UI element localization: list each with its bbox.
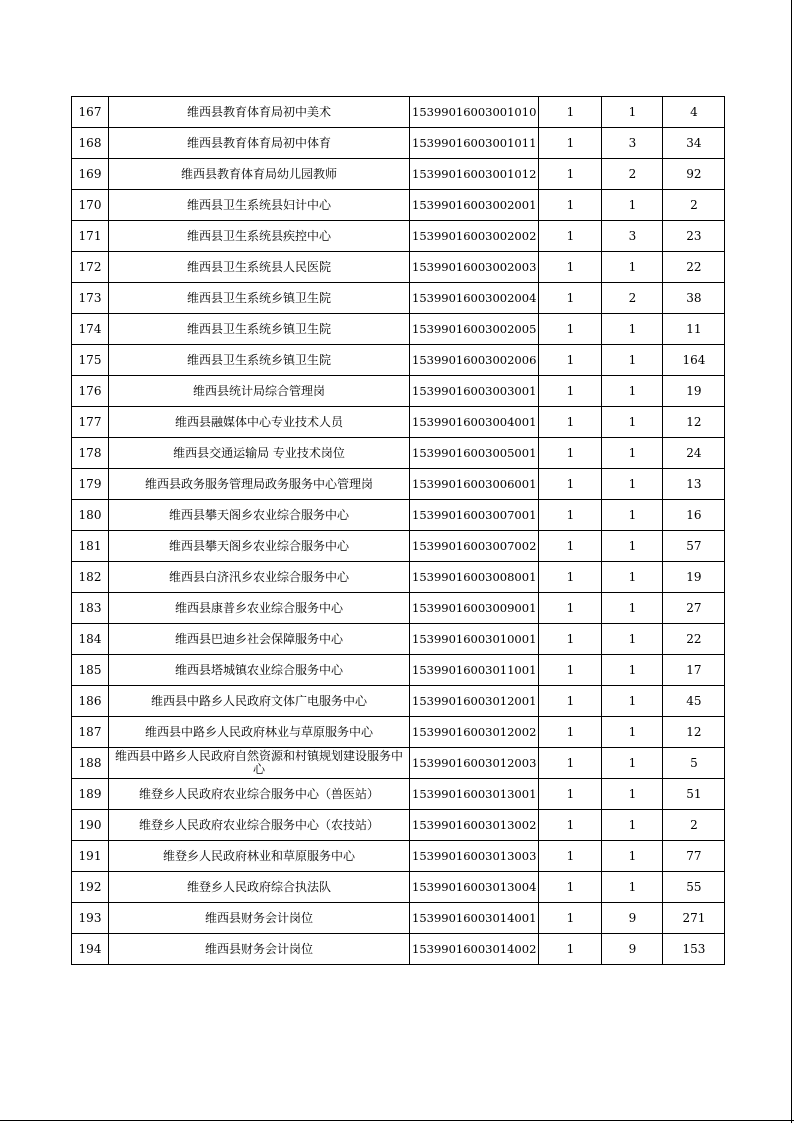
row-number-cell: 179 xyxy=(72,469,109,500)
row-number-cell: 188 xyxy=(72,748,109,779)
count-col-3-cell: 34 xyxy=(663,128,725,159)
position-name-cell: 维西县融媒体中心专业技术人员 xyxy=(109,407,410,438)
position-name-cell: 维西县塔城镇农业综合服务中心 xyxy=(109,655,410,686)
position-code-cell: 15399016003008001 xyxy=(410,562,539,593)
count-col-2-cell: 1 xyxy=(602,810,663,841)
count-col-3-cell: 12 xyxy=(663,407,725,438)
position-code-cell: 15399016003013002 xyxy=(410,810,539,841)
table-row xyxy=(72,128,725,159)
count-col-2-cell: 1 xyxy=(602,841,663,872)
position-name-cell: 维西县卫生系统县人民医院 xyxy=(109,252,410,283)
count-col-3-cell: 19 xyxy=(663,562,725,593)
position-code-cell: 15399016003013003 xyxy=(410,841,539,872)
count-col-2-cell: 1 xyxy=(602,624,663,655)
position-code-cell: 15399016003012001 xyxy=(410,686,539,717)
position-code-cell: 15399016003013001 xyxy=(410,779,539,810)
count-col-3-cell: 5 xyxy=(663,748,725,779)
table-row xyxy=(72,97,725,128)
count-col-3-cell: 22 xyxy=(663,252,725,283)
row-number-cell: 185 xyxy=(72,655,109,686)
count-col-1-cell: 1 xyxy=(539,97,602,128)
position-code-cell: 15399016003012002 xyxy=(410,717,539,748)
position-code-cell: 15399016003011001 xyxy=(410,655,539,686)
count-col-3-cell: 11 xyxy=(663,314,725,345)
position-code-cell: 15399016003004001 xyxy=(410,407,539,438)
count-col-1-cell: 1 xyxy=(539,469,602,500)
count-col-1-cell: 1 xyxy=(539,872,602,903)
count-col-3-cell: 22 xyxy=(663,624,725,655)
position-name-cell: 维西县白济汛乡农业综合服务中心 xyxy=(109,562,410,593)
count-col-3-cell: 77 xyxy=(663,841,725,872)
position-name-cell: 维西县财务会计岗位 xyxy=(109,903,410,934)
count-col-2-cell: 1 xyxy=(602,531,663,562)
table-row xyxy=(72,686,725,717)
count-col-2-cell: 1 xyxy=(602,593,663,624)
table-row xyxy=(72,593,725,624)
count-col-1-cell: 1 xyxy=(539,779,602,810)
position-code-cell: 15399016003012003 xyxy=(410,748,539,779)
position-name-cell: 维登乡人民政府林业和草原服务中心 xyxy=(109,841,410,872)
position-name-cell: 维西县卫生系统县疾控中心 xyxy=(109,221,410,252)
count-col-3-cell: 4 xyxy=(663,97,725,128)
position-name-cell: 维西县教育体育局初中美术 xyxy=(109,97,410,128)
count-col-3-cell: 57 xyxy=(663,531,725,562)
position-name-cell: 维西县巴迪乡社会保障服务中心 xyxy=(109,624,410,655)
table-row xyxy=(72,159,725,190)
position-name-cell: 维西县卫生系统县妇计中心 xyxy=(109,190,410,221)
count-col-2-cell: 1 xyxy=(602,469,663,500)
row-number-cell: 178 xyxy=(72,438,109,469)
row-number-cell: 187 xyxy=(72,717,109,748)
position-code-cell: 15399016003002004 xyxy=(410,283,539,314)
table-row xyxy=(72,934,725,965)
count-col-1-cell: 1 xyxy=(539,593,602,624)
position-code-cell: 15399016003009001 xyxy=(410,593,539,624)
count-col-3-cell: 38 xyxy=(663,283,725,314)
position-code-cell: 15399016003007001 xyxy=(410,500,539,531)
table-row xyxy=(72,221,725,252)
count-col-2-cell: 3 xyxy=(602,128,663,159)
count-col-2-cell: 1 xyxy=(602,562,663,593)
count-col-3-cell: 55 xyxy=(663,872,725,903)
row-number-cell: 172 xyxy=(72,252,109,283)
table-row xyxy=(72,717,725,748)
row-number-cell: 170 xyxy=(72,190,109,221)
count-col-3-cell: 13 xyxy=(663,469,725,500)
count-col-3-cell: 23 xyxy=(663,221,725,252)
count-col-1-cell: 1 xyxy=(539,810,602,841)
count-col-1-cell: 1 xyxy=(539,345,602,376)
row-number-cell: 181 xyxy=(72,531,109,562)
table-row xyxy=(72,779,725,810)
count-col-2-cell: 1 xyxy=(602,500,663,531)
table-row xyxy=(72,438,725,469)
table-row xyxy=(72,345,725,376)
page-border-right xyxy=(791,0,792,1123)
count-col-1-cell: 1 xyxy=(539,283,602,314)
position-code-cell: 15399016003002003 xyxy=(410,252,539,283)
count-col-3-cell: 2 xyxy=(663,810,725,841)
count-col-1-cell: 1 xyxy=(539,500,602,531)
count-col-1-cell: 1 xyxy=(539,407,602,438)
count-col-3-cell: 164 xyxy=(663,345,725,376)
count-col-1-cell: 1 xyxy=(539,438,602,469)
count-col-2-cell: 9 xyxy=(602,934,663,965)
position-code-cell: 15399016003001011 xyxy=(410,128,539,159)
position-name-cell: 维西县卫生系统乡镇卫生院 xyxy=(109,345,410,376)
count-col-1-cell: 1 xyxy=(539,159,602,190)
count-col-1-cell: 1 xyxy=(539,314,602,345)
count-col-2-cell: 3 xyxy=(602,221,663,252)
row-number-cell: 173 xyxy=(72,283,109,314)
position-code-cell: 15399016003007002 xyxy=(410,531,539,562)
row-number-cell: 182 xyxy=(72,562,109,593)
count-col-3-cell: 17 xyxy=(663,655,725,686)
count-col-1-cell: 1 xyxy=(539,624,602,655)
count-col-2-cell: 1 xyxy=(602,190,663,221)
position-name-cell: 维西县政务服务管理局政务服务中心管理岗 xyxy=(109,469,410,500)
row-number-cell: 167 xyxy=(72,97,109,128)
count-col-2-cell: 1 xyxy=(602,407,663,438)
count-col-2-cell: 2 xyxy=(602,159,663,190)
count-col-3-cell: 27 xyxy=(663,593,725,624)
position-name-cell: 维西县康普乡农业综合服务中心 xyxy=(109,593,410,624)
table-row xyxy=(72,376,725,407)
position-code-cell: 15399016003014002 xyxy=(410,934,539,965)
table-row xyxy=(72,500,725,531)
count-col-1-cell: 1 xyxy=(539,190,602,221)
count-col-2-cell: 1 xyxy=(602,872,663,903)
position-code-cell: 15399016003010001 xyxy=(410,624,539,655)
page-border-bottom xyxy=(0,1120,794,1121)
count-col-1-cell: 1 xyxy=(539,903,602,934)
count-col-1-cell: 1 xyxy=(539,655,602,686)
count-col-2-cell: 1 xyxy=(602,438,663,469)
position-code-cell: 15399016003001012 xyxy=(410,159,539,190)
count-col-3-cell: 51 xyxy=(663,779,725,810)
position-name-cell: 维登乡人民政府农业综合服务中心（农技站） xyxy=(109,810,410,841)
table-row xyxy=(72,655,725,686)
row-number-cell: 176 xyxy=(72,376,109,407)
row-number-cell: 192 xyxy=(72,872,109,903)
table-row xyxy=(72,314,725,345)
count-col-1-cell: 1 xyxy=(539,562,602,593)
table-row xyxy=(72,748,725,779)
row-number-cell: 194 xyxy=(72,934,109,965)
position-name-cell: 维西县交通运输局 专业技术岗位 xyxy=(109,438,410,469)
count-col-3-cell: 271 xyxy=(663,903,725,934)
position-name-cell: 维登乡人民政府综合执法队 xyxy=(109,872,410,903)
count-col-2-cell: 1 xyxy=(602,779,663,810)
row-number-cell: 171 xyxy=(72,221,109,252)
count-col-1-cell: 1 xyxy=(539,748,602,779)
position-code-cell: 15399016003001010 xyxy=(410,97,539,128)
row-number-cell: 168 xyxy=(72,128,109,159)
count-col-1-cell: 1 xyxy=(539,376,602,407)
table-row xyxy=(72,283,725,314)
position-code-cell: 15399016003014001 xyxy=(410,903,539,934)
position-name-cell: 维西县中路乡人民政府自然资源和村镇规划建设服务中心 xyxy=(109,748,410,779)
count-col-2-cell: 1 xyxy=(602,686,663,717)
table-row xyxy=(72,903,725,934)
table-row xyxy=(72,562,725,593)
row-number-cell: 174 xyxy=(72,314,109,345)
count-col-2-cell: 1 xyxy=(602,748,663,779)
position-code-cell: 15399016003006001 xyxy=(410,469,539,500)
table-row xyxy=(72,407,725,438)
count-col-3-cell: 45 xyxy=(663,686,725,717)
count-col-2-cell: 2 xyxy=(602,283,663,314)
row-number-cell: 186 xyxy=(72,686,109,717)
count-col-3-cell: 12 xyxy=(663,717,725,748)
row-number-cell: 190 xyxy=(72,810,109,841)
row-number-cell: 184 xyxy=(72,624,109,655)
position-name-cell: 维西县财务会计岗位 xyxy=(109,934,410,965)
row-number-cell: 177 xyxy=(72,407,109,438)
table-row xyxy=(72,624,725,655)
position-name-cell: 维西县攀天阁乡农业综合服务中心 xyxy=(109,531,410,562)
position-name-cell: 维登乡人民政府农业综合服务中心（兽医站） xyxy=(109,779,410,810)
position-name-cell: 维西县攀天阁乡农业综合服务中心 xyxy=(109,500,410,531)
count-col-2-cell: 1 xyxy=(602,717,663,748)
table-row xyxy=(72,872,725,903)
table-row xyxy=(72,252,725,283)
position-code-cell: 15399016003002005 xyxy=(410,314,539,345)
row-number-cell: 175 xyxy=(72,345,109,376)
count-col-1-cell: 1 xyxy=(539,686,602,717)
row-number-cell: 183 xyxy=(72,593,109,624)
position-code-cell: 15399016003002002 xyxy=(410,221,539,252)
count-col-1-cell: 1 xyxy=(539,531,602,562)
table-row xyxy=(72,469,725,500)
position-code-cell: 15399016003005001 xyxy=(410,438,539,469)
count-col-3-cell: 19 xyxy=(663,376,725,407)
position-name-cell: 维西县统计局综合管理岗 xyxy=(109,376,410,407)
count-col-3-cell: 2 xyxy=(663,190,725,221)
count-col-2-cell: 1 xyxy=(602,376,663,407)
position-code-cell: 15399016003003001 xyxy=(410,376,539,407)
row-number-cell: 169 xyxy=(72,159,109,190)
position-code-cell: 15399016003013004 xyxy=(410,872,539,903)
position-name-cell: 维西县中路乡人民政府林业与草原服务中心 xyxy=(109,717,410,748)
count-col-2-cell: 9 xyxy=(602,903,663,934)
count-col-1-cell: 1 xyxy=(539,252,602,283)
row-number-cell: 189 xyxy=(72,779,109,810)
count-col-1-cell: 1 xyxy=(539,717,602,748)
position-name-cell: 维西县卫生系统乡镇卫生院 xyxy=(109,314,410,345)
count-col-2-cell: 1 xyxy=(602,345,663,376)
table-row xyxy=(72,810,725,841)
count-col-3-cell: 24 xyxy=(663,438,725,469)
position-code-cell: 15399016003002006 xyxy=(410,345,539,376)
count-col-3-cell: 16 xyxy=(663,500,725,531)
position-name-cell: 维西县教育体育局幼儿园教师 xyxy=(109,159,410,190)
table-body xyxy=(72,97,725,965)
count-col-3-cell: 153 xyxy=(663,934,725,965)
count-col-1-cell: 1 xyxy=(539,841,602,872)
row-number-cell: 191 xyxy=(72,841,109,872)
count-col-2-cell: 1 xyxy=(602,655,663,686)
row-number-cell: 193 xyxy=(72,903,109,934)
position-name-cell: 维西县教育体育局初中体育 xyxy=(109,128,410,159)
count-col-2-cell: 1 xyxy=(602,97,663,128)
count-col-1-cell: 1 xyxy=(539,128,602,159)
position-name-cell: 维西县卫生系统乡镇卫生院 xyxy=(109,283,410,314)
table-row xyxy=(72,190,725,221)
recruitment-table xyxy=(71,96,725,965)
count-col-1-cell: 1 xyxy=(539,934,602,965)
count-col-2-cell: 1 xyxy=(602,252,663,283)
position-name-cell: 维西县中路乡人民政府文体广电服务中心 xyxy=(109,686,410,717)
table-row xyxy=(72,841,725,872)
count-col-3-cell: 92 xyxy=(663,159,725,190)
count-col-1-cell: 1 xyxy=(539,221,602,252)
table-row xyxy=(72,531,725,562)
row-number-cell: 180 xyxy=(72,500,109,531)
count-col-2-cell: 1 xyxy=(602,314,663,345)
position-code-cell: 15399016003002001 xyxy=(410,190,539,221)
